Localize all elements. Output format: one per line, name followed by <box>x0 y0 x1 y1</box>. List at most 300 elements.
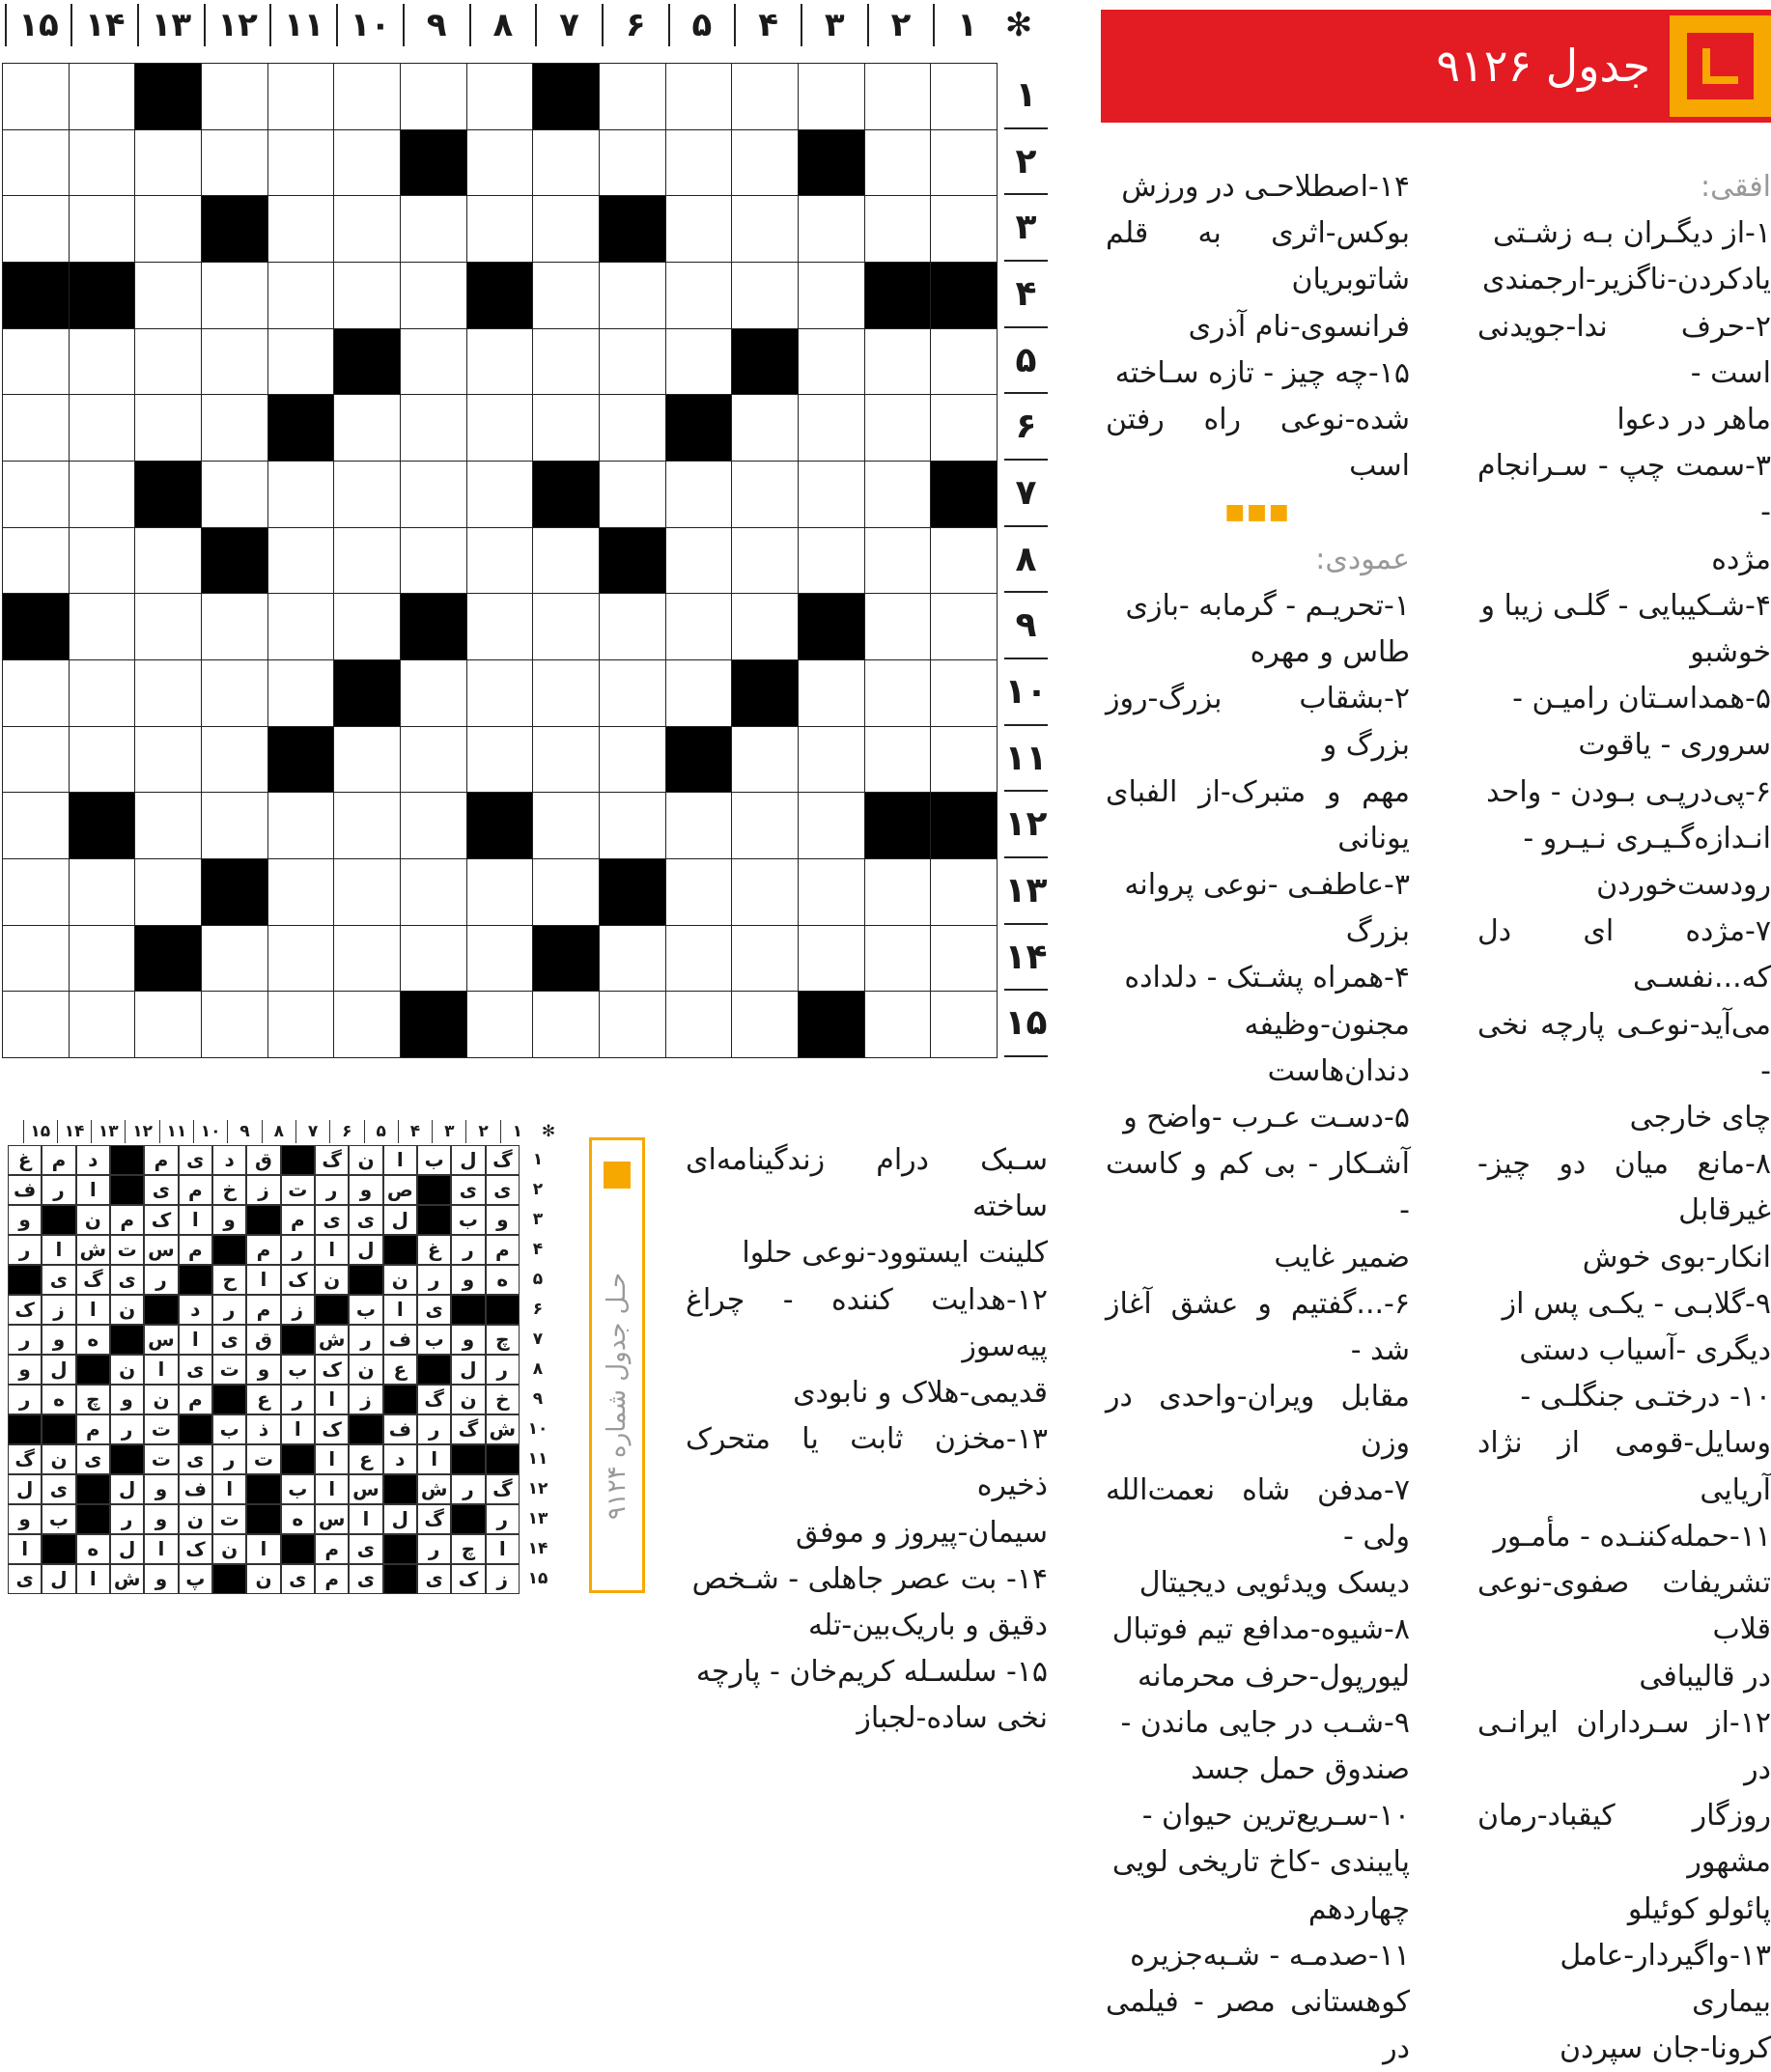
solution-grid-star: ✻ <box>541 1122 556 1141</box>
clue-line: سـبک درام زندگینامه‌ای ساخته <box>686 1143 1048 1224</box>
grid-cell[interactable] <box>2 792 70 859</box>
grid-cell[interactable] <box>731 925 799 993</box>
grid-cell[interactable] <box>665 991 733 1058</box>
grid-cell[interactable] <box>798 527 865 595</box>
solution-black-cell <box>349 1265 382 1295</box>
grid-cell[interactable] <box>201 394 268 462</box>
grid-cell[interactable] <box>2 858 70 926</box>
grid-cell[interactable] <box>2 527 70 595</box>
solution-cell: ن <box>349 1145 382 1175</box>
grid-cell[interactable] <box>400 328 467 396</box>
crossword-grid[interactable] <box>2 63 997 1057</box>
clue-line: چهاردهم <box>1307 1891 1410 1926</box>
grid-cell[interactable] <box>466 593 534 660</box>
grid-cell[interactable] <box>599 63 666 130</box>
black-cell <box>267 394 335 462</box>
solution-cell: ه <box>42 1385 75 1414</box>
grid-cell[interactable] <box>864 63 932 130</box>
grid-cell[interactable] <box>864 394 932 462</box>
grid-cell[interactable] <box>665 262 733 329</box>
grid-cell[interactable] <box>731 195 799 263</box>
clue-line: در قالیبافی <box>1639 1659 1771 1694</box>
solution-cell: ر <box>417 1265 451 1295</box>
grid-cell[interactable] <box>400 858 467 926</box>
solution-cell: چ <box>451 1534 485 1564</box>
grid-cell[interactable] <box>400 63 467 130</box>
grid-cell[interactable] <box>134 527 202 595</box>
grid-cell[interactable] <box>731 461 799 528</box>
grid-cell[interactable] <box>599 726 666 794</box>
solution-row-number: ۱۵ <box>527 1569 548 1588</box>
solution-column-number: ۳ <box>432 1120 465 1143</box>
grid-cell[interactable] <box>267 461 335 528</box>
grid-cell[interactable] <box>201 991 268 1058</box>
grid-cell[interactable] <box>134 129 202 197</box>
grid-cell[interactable] <box>864 129 932 197</box>
grid-cell[interactable] <box>599 328 666 396</box>
grid-cell[interactable] <box>731 858 799 926</box>
solution-cell: ن <box>110 1355 144 1385</box>
grid-cell[interactable] <box>864 925 932 993</box>
grid-cell[interactable] <box>864 726 932 794</box>
grid-cell[interactable] <box>665 129 733 197</box>
grid-cell[interactable] <box>69 991 136 1058</box>
grid-cell[interactable] <box>2 129 70 197</box>
solution-cell: ن <box>349 1355 382 1385</box>
grid-cell[interactable] <box>400 527 467 595</box>
solution-cell: پ <box>179 1564 212 1594</box>
grid-cell[interactable] <box>532 129 600 197</box>
grid-cell[interactable] <box>665 925 733 993</box>
grid-cell[interactable] <box>267 659 335 727</box>
black-cell <box>333 659 401 727</box>
grid-cell[interactable] <box>466 195 534 263</box>
grid-cell[interactable] <box>69 129 136 197</box>
grid-cell[interactable] <box>333 394 401 462</box>
row-number: ۱ <box>1004 63 1048 129</box>
grid-cell[interactable] <box>466 394 534 462</box>
grid-cell[interactable] <box>267 792 335 859</box>
grid-cell[interactable] <box>267 129 335 197</box>
solution-cell: ا <box>144 1355 178 1385</box>
grid-cell[interactable] <box>731 262 799 329</box>
solution-row-number: ۱۴ <box>527 1539 548 1558</box>
grid-cell[interactable] <box>466 129 534 197</box>
grid-cell[interactable] <box>201 792 268 859</box>
solution-cell: ر <box>417 1534 451 1564</box>
solution-cell: ق <box>246 1145 280 1175</box>
solution-black-cell <box>349 1414 382 1444</box>
grid-cell[interactable] <box>864 328 932 396</box>
grid-cell[interactable] <box>201 925 268 993</box>
grid-cell[interactable] <box>134 262 202 329</box>
solution-cell: و <box>144 1504 178 1534</box>
grid-cell[interactable] <box>532 593 600 660</box>
grid-cell[interactable] <box>731 991 799 1058</box>
clue-line: ۱-از دیگـران بـه زشـتی <box>1492 216 1771 251</box>
grid-cell[interactable] <box>134 328 202 396</box>
solution-cell: ر <box>486 1504 520 1534</box>
grid-cell[interactable] <box>599 394 666 462</box>
column-number: ۷ <box>535 4 602 46</box>
grid-cell[interactable] <box>798 659 865 727</box>
solution-cell: غ <box>417 1235 451 1265</box>
grid-cell[interactable] <box>599 991 666 1058</box>
grid-cell[interactable] <box>731 394 799 462</box>
grid-cell[interactable] <box>665 461 733 528</box>
black-cell <box>69 262 136 329</box>
solution-cell: ا <box>281 1414 315 1444</box>
grid-cell[interactable] <box>69 527 136 595</box>
solution-cell: ح <box>212 1265 246 1295</box>
grid-cell[interactable] <box>930 593 998 660</box>
grid-cell[interactable] <box>930 129 998 197</box>
section-divider: ■■■ <box>1224 500 1291 525</box>
across-heading: افقی: <box>1701 170 1771 204</box>
grid-cell[interactable] <box>798 792 865 859</box>
grid-cell[interactable] <box>333 195 401 263</box>
grid-cell[interactable] <box>69 858 136 926</box>
grid-cell[interactable] <box>134 195 202 263</box>
solution-cell: ل <box>383 1504 417 1534</box>
grid-cell[interactable] <box>69 461 136 528</box>
solution-black-cell <box>383 1564 417 1594</box>
solution-cell: گ <box>417 1504 451 1534</box>
solution-cell: م <box>42 1145 75 1175</box>
grid-cell[interactable] <box>333 792 401 859</box>
grid-cell[interactable] <box>930 328 998 396</box>
grid-cell[interactable] <box>333 991 401 1058</box>
grid-cell[interactable] <box>69 593 136 660</box>
clue-line: ۱-تحریـم - گرمابه -بازی <box>1125 588 1410 623</box>
clue-line: ۱۲-از سـرداران ایرانـی در <box>1477 1705 1771 1786</box>
grid-cell[interactable] <box>864 461 932 528</box>
grid-cell[interactable] <box>201 328 268 396</box>
solution-title-box <box>589 1137 645 1593</box>
grid-cell[interactable] <box>400 195 467 263</box>
grid-cell[interactable] <box>466 527 534 595</box>
grid-cell[interactable] <box>930 726 998 794</box>
grid-cell[interactable] <box>400 792 467 859</box>
grid-cell[interactable] <box>532 726 600 794</box>
grid-cell[interactable] <box>333 129 401 197</box>
grid-cell[interactable] <box>333 527 401 595</box>
solution-cell: م <box>144 1145 178 1175</box>
grid-cell[interactable] <box>532 991 600 1058</box>
grid-cell[interactable] <box>466 63 534 130</box>
solution-black-cell <box>315 1295 349 1325</box>
grid-cell[interactable] <box>798 195 865 263</box>
solution-cell: ت <box>144 1414 178 1444</box>
column-number: ۱۰ <box>336 4 403 46</box>
solution-cell: ا <box>486 1534 520 1564</box>
down-clues <box>1106 164 1410 2072</box>
grid-cell[interactable] <box>731 527 799 595</box>
solution-cell: ا <box>179 1205 212 1235</box>
grid-cell[interactable] <box>930 195 998 263</box>
solution-cell: م <box>76 1414 110 1444</box>
solution-cell: ل <box>42 1355 75 1385</box>
grid-cell[interactable] <box>466 659 534 727</box>
solution-cell: ن <box>315 1265 349 1295</box>
black-cell <box>201 858 268 926</box>
solution-cell: و <box>8 1205 42 1235</box>
grid-cell[interactable] <box>930 925 998 993</box>
solution-cell: ی <box>179 1145 212 1175</box>
grid-cell[interactable] <box>532 195 600 263</box>
grid-cell[interactable] <box>2 63 70 130</box>
grid-cell[interactable] <box>267 328 335 396</box>
grid-cell[interactable] <box>134 792 202 859</box>
grid-cell[interactable] <box>930 858 998 926</box>
grid-cell[interactable] <box>400 262 467 329</box>
solution-cell: ت <box>281 1175 315 1205</box>
solution-cell: و <box>8 1504 42 1534</box>
grid-cell[interactable] <box>267 593 335 660</box>
grid-cell[interactable] <box>798 726 865 794</box>
grid-cell[interactable] <box>201 659 268 727</box>
grid-cell[interactable] <box>798 262 865 329</box>
solution-black-cell <box>8 1414 42 1444</box>
grid-cell[interactable] <box>532 527 600 595</box>
solution-cell: ت <box>212 1355 246 1385</box>
grid-cell[interactable] <box>69 925 136 993</box>
grid-cell[interactable] <box>466 328 534 396</box>
grid-cell[interactable] <box>333 858 401 926</box>
grid-cell[interactable] <box>201 63 268 130</box>
solution-cell: ر <box>349 1325 382 1355</box>
grid-cell[interactable] <box>665 858 733 926</box>
grid-cell[interactable] <box>599 461 666 528</box>
solution-cell: ه <box>76 1325 110 1355</box>
solution-black-cell <box>212 1564 246 1594</box>
solution-cell: ا <box>315 1385 349 1414</box>
grid-cell[interactable] <box>798 328 865 396</box>
grid-cell[interactable] <box>69 726 136 794</box>
grid-cell[interactable] <box>466 461 534 528</box>
grid-cell[interactable] <box>267 195 335 263</box>
grid-cell[interactable] <box>2 394 70 462</box>
grid-cell[interactable] <box>665 328 733 396</box>
solution-cell: م <box>179 1175 212 1205</box>
solution-cell: ع <box>246 1385 280 1414</box>
clue-line: ۱۱-صدمـه - شـبه‌جزیره <box>1130 1938 1410 1973</box>
grid-cell[interactable] <box>532 394 600 462</box>
grid-cell[interactable] <box>2 925 70 993</box>
solution-cell: ا <box>349 1504 382 1534</box>
column-number: ۲ <box>867 4 934 46</box>
grid-cell[interactable] <box>599 792 666 859</box>
grid-cell[interactable] <box>599 925 666 993</box>
grid-cell[interactable] <box>134 593 202 660</box>
grid-cell[interactable] <box>665 593 733 660</box>
grid-cell[interactable] <box>798 63 865 130</box>
grid-cell[interactable] <box>134 394 202 462</box>
grid-cell[interactable] <box>930 63 998 130</box>
grid-cell[interactable] <box>930 659 998 727</box>
solution-cell: ا <box>383 1295 417 1325</box>
grid-cell[interactable] <box>400 925 467 993</box>
grid-cell[interactable] <box>69 195 136 263</box>
solution-cell: ن <box>144 1385 178 1414</box>
solution-black-cell <box>42 1414 75 1444</box>
black-cell <box>333 328 401 396</box>
solution-grid <box>8 1145 520 1595</box>
grid-cell[interactable] <box>333 262 401 329</box>
grid-cell[interactable] <box>532 262 600 329</box>
solution-cell: س <box>144 1325 178 1355</box>
solution-cell: ن <box>212 1534 246 1564</box>
grid-cell[interactable] <box>400 726 467 794</box>
grid-cell[interactable] <box>599 659 666 727</box>
grid-cell[interactable] <box>731 63 799 130</box>
grid-cell[interactable] <box>599 129 666 197</box>
solution-black-cell <box>383 1385 417 1414</box>
grid-cell[interactable] <box>864 991 932 1058</box>
solution-cell: م <box>315 1534 349 1564</box>
clue-line: سروری - یاقوت <box>1578 728 1771 763</box>
grid-cell[interactable] <box>201 726 268 794</box>
grid-cell[interactable] <box>798 858 865 926</box>
solution-cell: ع <box>383 1355 417 1385</box>
grid-cell[interactable] <box>864 527 932 595</box>
row-number: ۲ <box>1004 129 1048 196</box>
grid-cell[interactable] <box>69 659 136 727</box>
grid-cell[interactable] <box>665 63 733 130</box>
grid-cell[interactable] <box>798 925 865 993</box>
grid-cell[interactable] <box>731 593 799 660</box>
grid-cell[interactable] <box>864 195 932 263</box>
grid-cell[interactable] <box>731 792 799 859</box>
grid-cell[interactable] <box>134 726 202 794</box>
clue-line: ۱۳-مخزن ثابت یا متحرک ذخیره <box>686 1422 1048 1503</box>
grid-cell[interactable] <box>69 394 136 462</box>
black-cell <box>599 858 666 926</box>
grid-cell[interactable] <box>134 991 202 1058</box>
clue-line: نخی ساده-لجباز <box>857 1701 1048 1736</box>
solution-cell: م <box>486 1235 520 1265</box>
grid-cell[interactable] <box>532 328 600 396</box>
grid-cell[interactable] <box>2 726 70 794</box>
grid-cell[interactable] <box>532 858 600 926</box>
solution-black-cell <box>179 1265 212 1295</box>
column-number: ۱۵ <box>5 4 71 46</box>
solution-row-number: ۱ <box>532 1150 544 1169</box>
grid-cell[interactable] <box>466 726 534 794</box>
grid-cell[interactable] <box>466 858 534 926</box>
solution-cell: ر <box>281 1235 315 1265</box>
grid-cell[interactable] <box>731 726 799 794</box>
solution-row-number: ۲ <box>532 1180 544 1199</box>
grid-cell[interactable] <box>864 858 932 926</box>
grid-cell[interactable] <box>267 991 335 1058</box>
solution-cell: د <box>179 1295 212 1325</box>
clue-line: طاس و مهره <box>1250 635 1410 670</box>
grid-cell[interactable] <box>201 593 268 660</box>
grid-cell[interactable] <box>864 593 932 660</box>
grid-cell[interactable] <box>665 792 733 859</box>
grid-cell[interactable] <box>267 262 335 329</box>
clue-line: ۷-مژده ای دل که...نفسـی <box>1477 914 1771 995</box>
grid-cell[interactable] <box>333 593 401 660</box>
solution-cell: س <box>144 1235 178 1265</box>
grid-cell[interactable] <box>69 63 136 130</box>
grid-cell[interactable] <box>599 262 666 329</box>
clue-line: ۱۴- بت عصر جاهلی - شـخص <box>691 1561 1048 1596</box>
grid-cell[interactable] <box>201 262 268 329</box>
grid-cell[interactable] <box>201 461 268 528</box>
grid-cell[interactable] <box>134 659 202 727</box>
clue-line: فرانسوی-نام آذری <box>1188 309 1410 344</box>
grid-cell[interactable] <box>333 726 401 794</box>
solution-cell: م <box>179 1385 212 1414</box>
grid-cell[interactable] <box>2 195 70 263</box>
grid-cell[interactable] <box>267 63 335 130</box>
row-number: ۱۲ <box>1004 792 1048 858</box>
solution-cell: ک <box>315 1414 349 1444</box>
grid-cell[interactable] <box>333 461 401 528</box>
grid-cell[interactable] <box>665 527 733 595</box>
grid-cell[interactable] <box>400 461 467 528</box>
solution-cell: ل <box>383 1205 417 1235</box>
grid-cell[interactable] <box>665 195 733 263</box>
grid-cell[interactable] <box>2 461 70 528</box>
grid-cell[interactable] <box>2 328 70 396</box>
solution-cell: ر <box>42 1175 75 1205</box>
grid-cell[interactable] <box>2 991 70 1058</box>
clue-line: مقابل ویران-واحدی در وزن <box>1106 1380 1410 1461</box>
grid-cell[interactable] <box>731 129 799 197</box>
grid-cell[interactable] <box>69 328 136 396</box>
grid-cell[interactable] <box>466 991 534 1058</box>
solution-cell: ر <box>8 1325 42 1355</box>
grid-cell[interactable] <box>400 394 467 462</box>
clue-line: روزگار کیقباد-رمان مشهور <box>1477 1799 1771 1880</box>
grid-cell[interactable] <box>201 129 268 197</box>
grid-cell[interactable] <box>333 63 401 130</box>
grid-cell[interactable] <box>798 394 865 462</box>
solution-cell: ف <box>179 1474 212 1504</box>
grid-cell[interactable] <box>665 659 733 727</box>
solution-black-cell <box>110 1325 144 1355</box>
grid-cell[interactable] <box>532 792 600 859</box>
clue-line: بزرگ <box>1345 914 1410 949</box>
solution-cell: ر <box>110 1504 144 1534</box>
grid-cell[interactable] <box>267 925 335 993</box>
grid-cell[interactable] <box>333 925 401 993</box>
grid-cell[interactable] <box>599 593 666 660</box>
grid-cell[interactable] <box>267 527 335 595</box>
solution-row-numbers <box>523 1145 552 1595</box>
grid-cell[interactable] <box>532 659 600 727</box>
grid-cell[interactable] <box>930 991 998 1058</box>
grid-cell[interactable] <box>864 659 932 727</box>
grid-cell[interactable] <box>400 659 467 727</box>
grid-cell[interactable] <box>798 461 865 528</box>
grid-cell[interactable] <box>267 858 335 926</box>
grid-cell[interactable] <box>930 527 998 595</box>
row-number: ۷ <box>1004 461 1048 527</box>
grid-cell[interactable] <box>134 858 202 926</box>
clue-line: دقیق و باریک‌بین-تله <box>808 1609 1048 1643</box>
solution-cell: گ <box>315 1145 349 1175</box>
grid-cell[interactable] <box>2 659 70 727</box>
column-number: ۵ <box>668 4 735 46</box>
grid-cell[interactable] <box>466 925 534 993</box>
grid-star: ✻ <box>1004 6 1033 44</box>
grid-cell[interactable] <box>930 394 998 462</box>
column-number: ۱۴ <box>70 4 137 46</box>
